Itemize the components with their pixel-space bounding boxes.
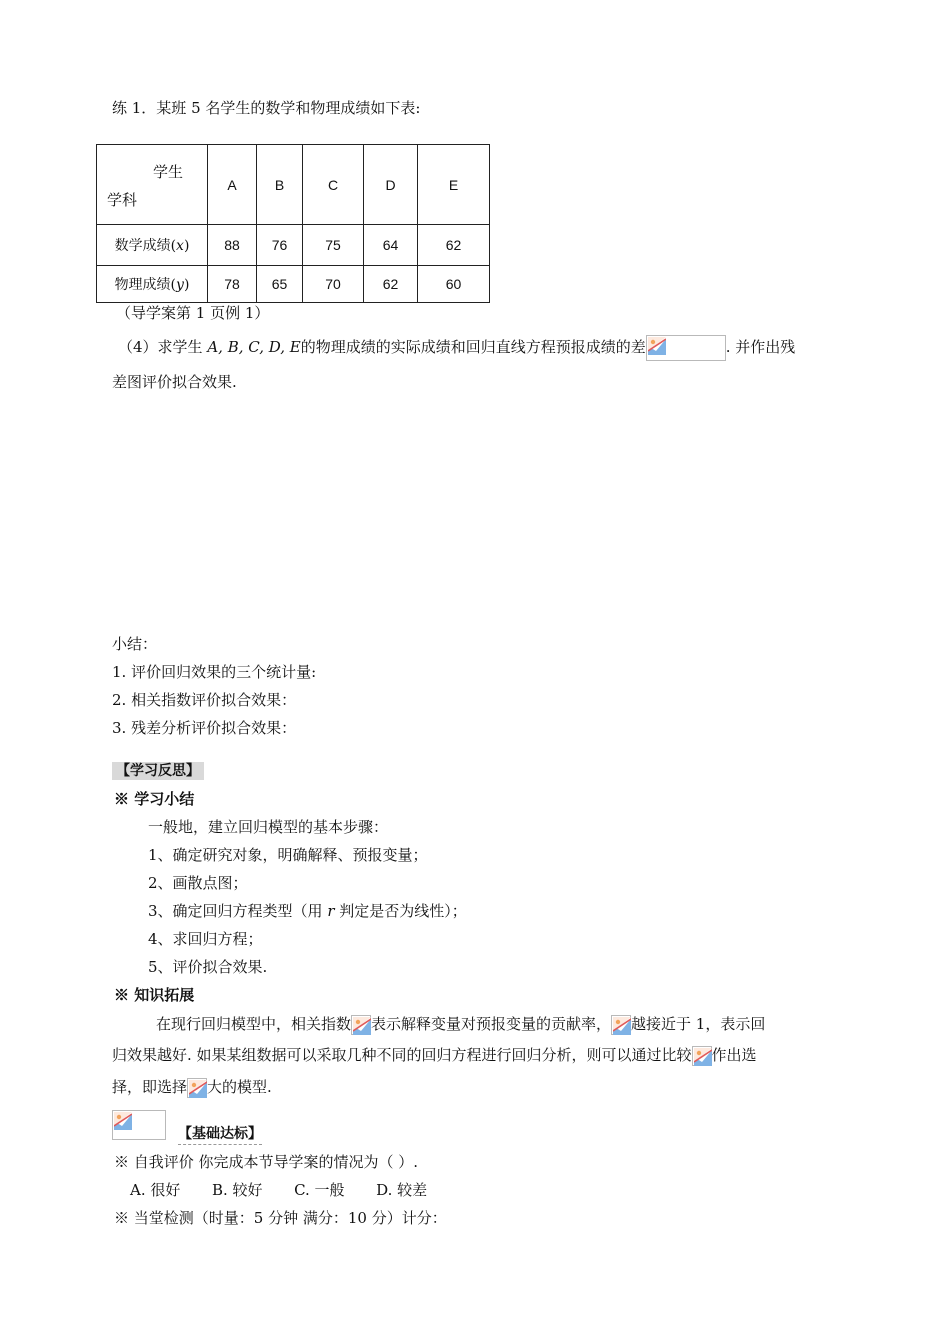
summary-item: 1. 评价回归效果的三个统计量: (112, 663, 317, 681)
step-item: 1、确定研究对象，明确解释、预报变量； (148, 846, 428, 864)
table-cell: 88 (208, 225, 257, 266)
question-4-line2: 差图评价拟合效果. (112, 373, 237, 391)
knowledge-line2: 归效果越好. 如果某组数据可以采取几种不同的回归方程进行回归分析，则可以通过比较 作出选 (112, 1046, 757, 1064)
r-squared-image-icon (611, 1015, 631, 1035)
section-image-icon (112, 1110, 166, 1140)
classroom-check: ※ 当堂检测（时量：5 分钟 满分：10 分）计分： (114, 1209, 447, 1227)
table-cell: 75 (303, 225, 364, 266)
table-cell: 64 (364, 225, 418, 266)
step-item: 4、求回归方程； (148, 930, 263, 948)
knowledge-line3: 择，即选择 大的模型. (112, 1078, 272, 1096)
step-item: 2、画散点图； (148, 874, 248, 892)
table-cell: 70 (303, 266, 364, 303)
self-evaluation-options (130, 1180, 427, 1200)
step-item: 3、确定回归方程类型（用 r 判定是否为线性）； (148, 902, 467, 920)
column-header-e: E (418, 145, 490, 225)
r-squared-image-icon (692, 1046, 712, 1066)
table-row (97, 266, 490, 303)
table-cell: 65 (257, 266, 303, 303)
r-squared-image-icon (187, 1078, 207, 1098)
step-item: 5、评价拟合效果. (148, 958, 268, 976)
option-b: B. 较好 (211, 1181, 263, 1199)
table-corner-cell (97, 145, 208, 225)
option-d: D. 较差 (376, 1181, 428, 1199)
standards-header: 【基础达标】 (178, 1124, 262, 1145)
table-header-row (97, 145, 490, 225)
corner-subject-label: 学科 (107, 191, 138, 209)
scores-table (96, 144, 490, 303)
table-cell: 62 (364, 266, 418, 303)
column-header-b: B (257, 145, 303, 225)
column-header-d: D (364, 145, 418, 225)
table-cell: 78 (208, 266, 257, 303)
question-4-line1: （4）求学生 A, B, C, D, E的物理成绩的实际成绩和回归直线方程预报成绩的差 . 并作出残 (118, 335, 795, 361)
table-row (97, 225, 490, 266)
option-c: C. 一般 (294, 1181, 345, 1199)
formula-image-icon (646, 335, 726, 361)
summary-item: 2. 相关指数评价拟合效果： (112, 691, 297, 709)
table-cell: 62 (418, 225, 490, 266)
table-cell: 60 (418, 266, 490, 303)
knowledge-line1: 在现行回归模型中，相关指数 表示解释变量对预报变量的贡献率， 越接近于 1，表示回 (156, 1015, 766, 1033)
row-label-math: 数学成绩(x) (97, 225, 208, 266)
column-header-c: C (303, 145, 364, 225)
summary-title: 小结： (112, 635, 158, 653)
knowledge-title: ※ 知识拓展 (114, 986, 195, 1004)
self-evaluation: ※ 自我评价 你完成本节导学案的情况为（ ）. (114, 1153, 419, 1171)
source-note: （导学案第 1 页例 1） (116, 304, 270, 322)
option-a: A. 很好 (130, 1181, 181, 1199)
study-summary-title: ※ 学习小结 (114, 790, 195, 808)
steps-intro: 一般地，建立回归模型的基本步骤： (148, 818, 389, 836)
exercise-intro: 练 1．某班 5 名学生的数学和物理成绩如下表: (112, 99, 421, 117)
column-header-a: A (208, 145, 257, 225)
row-label-physics: 物理成绩(y) (97, 266, 208, 303)
r-squared-image-icon (351, 1015, 371, 1035)
corner-student-label: 学生 (153, 163, 184, 181)
reflection-header: 【学习反思】 (112, 762, 204, 780)
summary-item: 3. 残差分析评价拟合效果： (112, 719, 297, 737)
table-cell: 76 (257, 225, 303, 266)
